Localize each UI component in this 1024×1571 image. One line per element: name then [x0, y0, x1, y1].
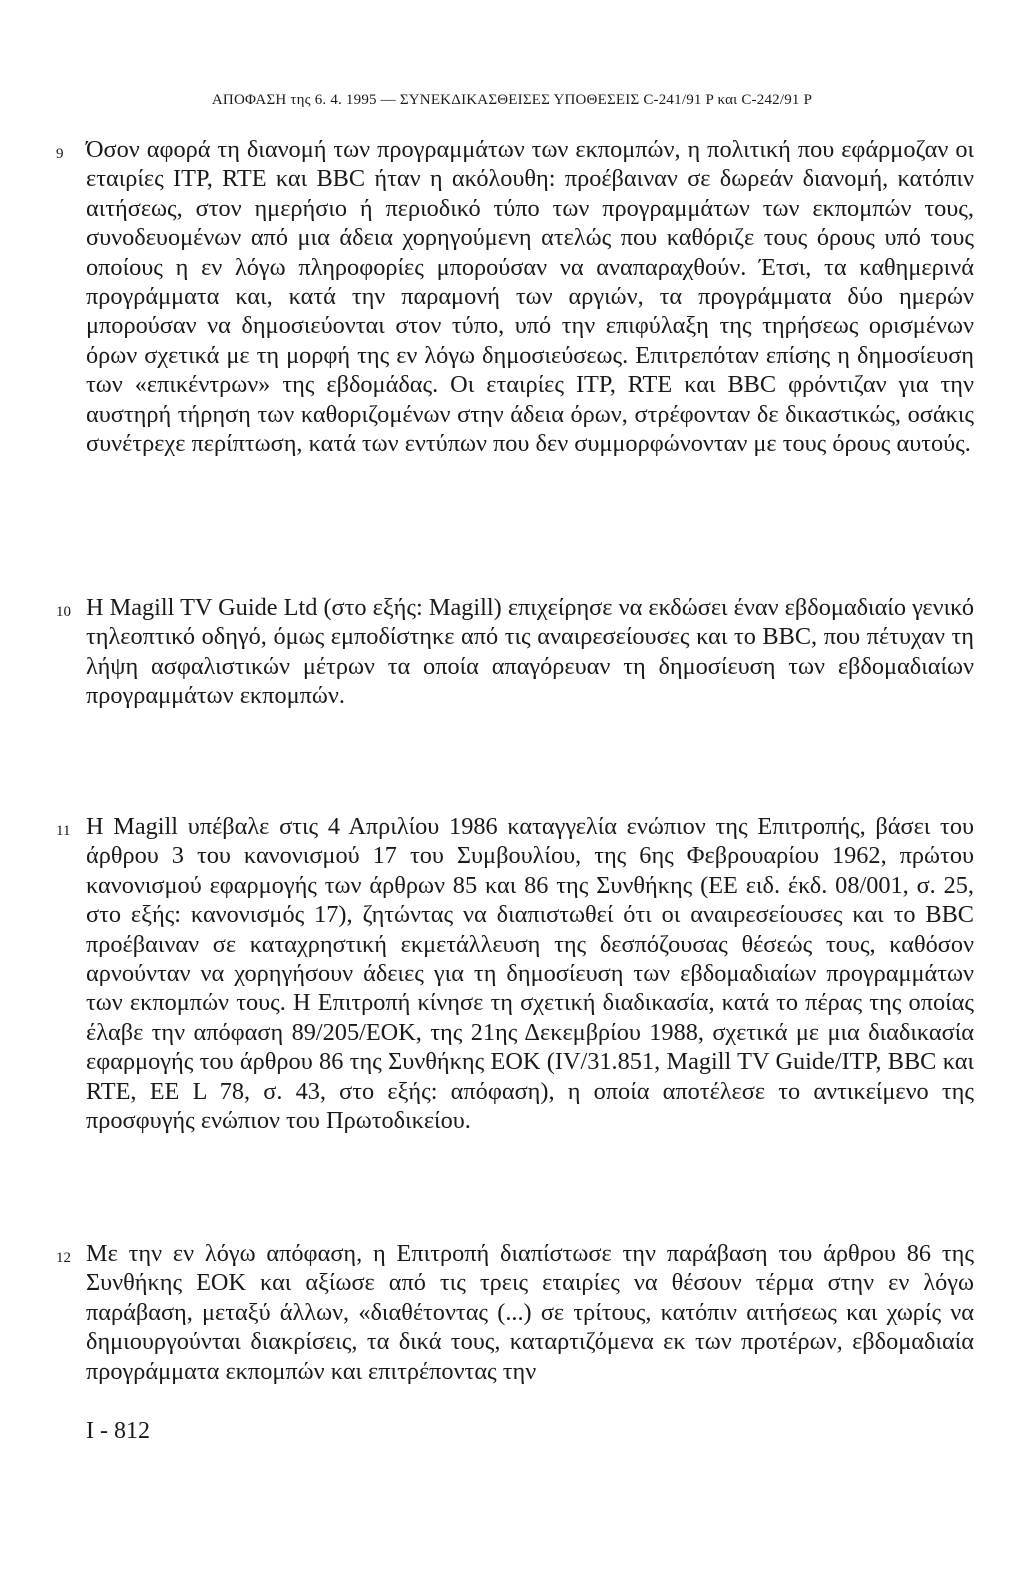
- paragraph-text: Η Magill TV Guide Ltd (στο εξής: Magill) επιχείρησε να εκδώσει έναν εβδομαδιαίο γενικό τηλεοπτικό οδηγό, όμως εμποδίστηκε από τις αναιρεσείουσες και το BBC, που πέτυχαν τη λήψη ασφαλιστικών μέτρων τα οποία απαγόρευαν τη δημοσίευση των εβδομαδιαίων προγραμμάτων εκπομπών.: [86, 594, 974, 710]
- paragraph-text: Η Magill υπέβαλε στις 4 Απριλίου 1986 καταγγελία ενώπιον της Επιτροπής, βάσει του άρθρου 3 του κανονισμού 17 του Συμβουλίου, της 6ης Φεβρουαρίου 1962, πρώτου κανονισμού εφαρμογής των άρθρων 85 και 86 της Συνθήκης (ΕΕ ειδ. έκδ. 08/001, σ. 25, στο εξής: κανονισμός 17), ζητώντας να διαπιστωθεί ότι οι αναιρεσείουσες και το BBC προέβαιναν σε καταχρηστική εκμετάλλευση της δεσπόζουσας θέσεώς τους, καθόσον αρνούνταν να χορηγήσουν άδειες για τη δημοσίευση των εβδομαδιαίων προγραμμάτων των εκπομπών τους. Η Επιτροπή κίνησε τη σχετική διαδικασία, κατά το πέρας της οποίας έλαβε την απόφαση 89/205/ΕΟΚ, της 21ης Δεκεμβρίου 1988, σχετικά με μια διαδικασία εφαρμογής του άρθρου 86 της Συνθήκης ΕΟΚ (IV/31.851, Magill TV Guide/ITP, BBC και RTE, ΕΕ L 78, σ. 43, στο εξής: απόφαση), η οποία αποτέλεσε το αντικείμενο της προσφυγής ενώπιον του Πρωτοδικείου.: [86, 813, 974, 1135]
- paragraph-number: 12: [56, 1250, 71, 1266]
- paragraph-text: Όσον αφορά τη διανομή των προγραμμάτων των εκπομπών, η πολιτική που εφάρμοζαν οι εταιρίες ITP, RTE και BBC ήταν η ακόλουθη: προέβαιναν σε δωρεάν διανομή, κατόπιν αιτήσεως, στον ημερήσιο ή περιοδικό τύπο των προγραμμάτων των εκπομπών τους, συνοδευομένων από μια άδεια χορηγούμενη ατελώς που καθόριζε τους όρους υπό τους οποίους η εν λόγω πληροφορίες μπορούσαν να αναπαραχθούν. Έτσι, τα καθημερινά προγράμματα και, κατά την παραμονή των αργιών, τα προγράμματα δύο ημερών μπορούσαν να δημοσιεύονται στον τύπο, υπό την επιφύλαξη της τηρήσεως ορισμένων όρων σχετικά με τη μορφή της εν λόγω δημοσιεύσεως. Επιτρεπόταν επίσης η δημοσίευση των «επικέντρων» της εβδομάδας. Οι εταιρίες ITP, RTE και BBC φρόντιζαν για την αυστηρή τήρηση των καθοριζομένων στην άδεια όρων, στρέφονταν δε δικαστικώς, οσάκις συνέτρεχε περίπτωση, κατά των εντύπων που δεν συμμορφώνονταν με τους όρους αυτούς.: [86, 136, 974, 458]
- running-header: ΑΠΟΦΑΣΗ της 6. 4. 1995 — ΣΥΝΕΚΔΙΚΑΣΘΕΙΣΕΣ ΥΠΟΘΕΣΕΙΣ C-241/91 P και C-242/91 P: [211, 92, 813, 108]
- paragraph-number: 11: [56, 823, 71, 839]
- paragraph-number: 10: [56, 604, 71, 620]
- page-number: I - 812: [86, 1418, 150, 1444]
- paragraph-text: Με την εν λόγω απόφαση, η Επιτροπή διαπίστωσε την παράβαση του άρθρου 86 της Συνθήκης ΕΟΚ και αξίωσε από τις τρεις εταιρίες να θέσουν τέρμα στην εν λόγω παράβαση, μεταξύ άλλων, «διαθέτοντας (...) σε τρίτους, κατόπιν αιτήσεως και χωρίς να δημιουργούνται διακρίσεις, τα δικά τους, καταρτιζόμενα εκ των προτέρων, εβδομαδιαία προγράμματα εκπομπών και επιτρέποντας την: [86, 1240, 974, 1385]
- paragraph-number: 9: [56, 146, 64, 162]
